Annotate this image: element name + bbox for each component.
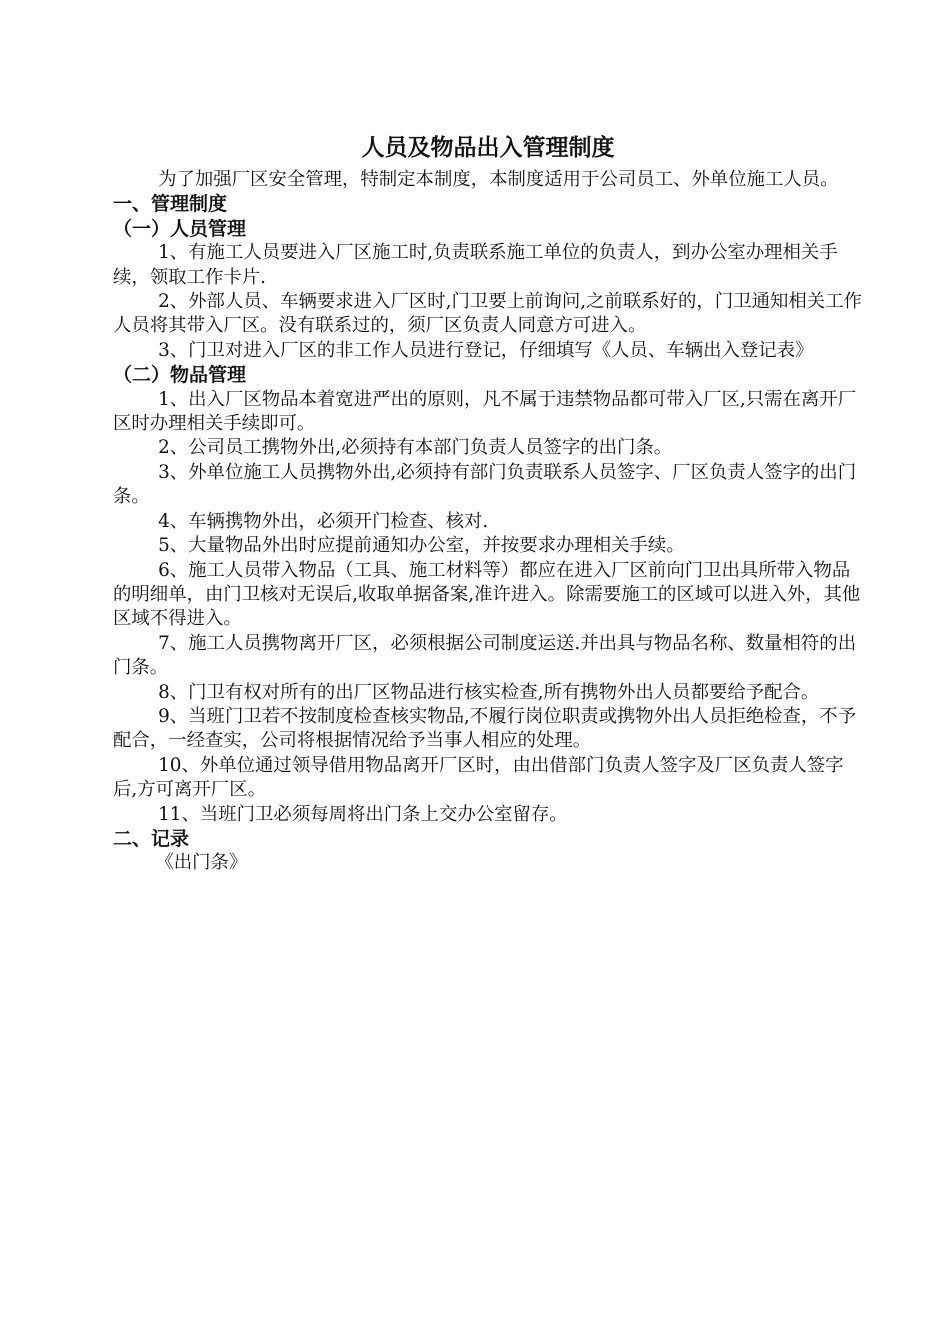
subsection-heading-personnel: （一）人员管理: [113, 217, 247, 240]
goods-rule-4: 4、车辆携物外出，必须开门检查、核对.: [158, 510, 489, 532]
personnel-rule-1: 1、有施工人员要进入厂区施工时,负责联系施工单位的负责人，到办公室办理相关手续，领取工作卡片.: [113, 242, 838, 288]
goods-rule-2: 2、公司员工携物外出,必须持有本部门负责人员签字的出门条。: [158, 437, 673, 459]
goods-rule-1: 1、出入厂区物品本着宽进严出的原则，凡不属于违禁物品都可带入厂区,只需在离开厂区时办理相关手续即可。: [113, 388, 857, 435]
section-heading-records: 二、记录: [113, 827, 190, 850]
document-page: [113, 128, 863, 876]
goods-rule-6: 6、施工人员带入物品（工具、施工材料等）都应在进入厂区前向门卫出具所带入物品的明细单，由门卫核对无误后,收取单据备案,准许进入。除需要施工的区域可以进入外，其他区域不得进入。: [113, 559, 861, 630]
record-item-exit-slip: 《出门条》: [155, 852, 248, 874]
goods-rule-11: 11、当班门卫必须每周将出门条上交办公室留存。: [158, 803, 568, 825]
section-heading-management: 一、管理制度: [113, 193, 228, 216]
subsection-heading-goods: （二）物品管理: [113, 364, 247, 387]
personnel-rule-3: 3、门卫对进入厂区的非工作人员进行登记，仔细填写《人员、车辆出入登记表》: [158, 339, 814, 361]
goods-rule-7: 7、施工人员携物离开厂区，必须根据公司制度运送.并出具与物品名称、数量相符的出门条。: [113, 632, 857, 679]
document-title: 人员及物品出入管理制度: [361, 135, 615, 161]
goods-rule-9: 9、当班门卫若不按制度检查核实物品,不履行岗位职责或携物外出人员拒绝检查，不予配合，一经查实，公司将根据情况给予当事人相应的处理。: [113, 705, 857, 752]
goods-rule-10: 10、外单位通过领导借用物品离开厂区时，由出借部门负责人签字及厂区负责人签字后,方可离开厂区。: [113, 754, 844, 801]
intro-paragraph: 为了加强厂区安全管理，特制定本制度，本制度适用于公司员工、外单位施工人员。: [158, 169, 839, 190]
goods-rule-5: 5、大量物品外出时应提前通知办公室，并按要求办理相关手续。: [158, 535, 685, 557]
goods-rule-8: 8、门卫有权对所有的出厂区物品进行核实检查,所有携物外出人员都要给予配合。: [158, 681, 820, 703]
personnel-rule-2: 2、外部人员、车辆要求进入厂区时,门卫要上前询问,之前联系好的，门卫通知相关工作人员将其带入厂区。没有联系过的，须厂区负责人同意方可进入。: [113, 291, 862, 337]
goods-rule-3: 3、外单位施工人员携物外出,必须持有部门负责联系人员签字、厂区负责人签字的出门条。: [113, 461, 857, 508]
